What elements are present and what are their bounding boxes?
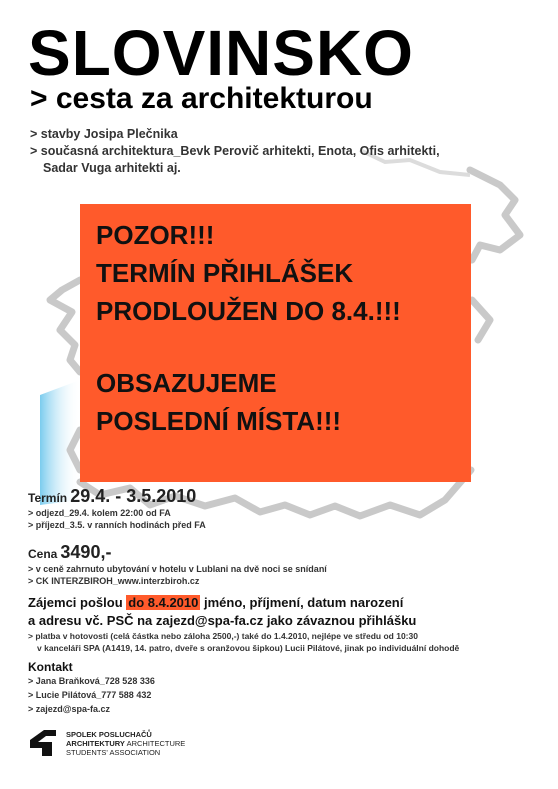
cena-value: 3490,-	[60, 542, 112, 562]
cena-label: Cena	[28, 547, 58, 561]
topic-item: > stavby Josipa Plečnika	[30, 127, 178, 141]
termin-value: 29.4. - 3.5.2010	[70, 486, 197, 506]
contact-item: > Jana Braňková_728 528 336	[28, 676, 155, 686]
notice-line: TERMÍN PŘIHLÁŠEK	[96, 258, 354, 288]
signup-post: jméno, příjmení, datum narození	[204, 595, 404, 610]
org-line2a: ARCHITEKTURY	[66, 739, 125, 748]
contact-item: > zajezd@spa-fa.cz	[28, 704, 111, 714]
termin-detail: > odjezd_29.4. kolem 22:00 od FA	[28, 508, 171, 518]
termin-label: Termín	[28, 491, 68, 505]
notice-line: POZOR!!!	[96, 220, 215, 250]
signup-deadline: do 8.4.2010	[128, 595, 199, 610]
notice-line: OBSAZUJEME	[96, 368, 277, 398]
spa-logo-icon	[28, 728, 58, 758]
org-line2b: ARCHITECTURE	[126, 739, 186, 748]
contact-item: > Lucie Pilátová_777 588 432	[28, 690, 152, 700]
notice-box	[80, 204, 471, 482]
page-subtitle: > cesta za architekturou	[30, 82, 373, 115]
topic-item-continuation: Sadar Vuga arhitekti aj.	[43, 161, 181, 175]
termin-detail: > příjezd_3.5. v ranních hodinách před FA	[28, 520, 206, 530]
cena-detail: > v ceně zahrnuto ubytování v hotelu v Lublani na dvě noci se snídaní	[28, 564, 327, 574]
signup-section	[28, 594, 459, 654]
contact-list	[28, 674, 155, 716]
cena-section	[28, 542, 327, 587]
notice-line: POSLEDNÍ MÍSTA!!!	[96, 406, 342, 436]
org-name	[66, 730, 185, 757]
page-title: SLOVINSKO	[28, 17, 414, 89]
signup-detail: v kanceláři SPA (A1419, 14. patro, dveře s oranžovou šipkou) Lucii Pilátové, jinak po individuální dohodě	[37, 643, 460, 653]
org-line3: STUDENTS' ASSOCIATION	[66, 748, 161, 757]
cena-detail: > CK INTERZBIROH_www.interzbiroh.cz	[28, 576, 200, 586]
signup-pre: Zájemci pošlou	[28, 595, 123, 610]
termin-section	[28, 486, 206, 531]
signup-detail: > platba v hotovosti (celá částka nebo záloha 2500,-) také do 1.4.2010, nejlépe ve středu od 10:30	[28, 631, 418, 641]
signup-line2: a adresu vč. PSČ na zajezd@spa-fa.cz jako závaznou přihlášku	[28, 613, 417, 628]
contact-title: Kontakt	[28, 660, 73, 674]
topics-list	[30, 126, 440, 177]
notice-line: PRODLOUŽEN DO 8.4.!!!	[96, 296, 401, 326]
topic-item: > současná architektura_Bevk Perovič arhitekti, Enota, Ofis arhitekti,	[30, 144, 440, 158]
org-line1: SPOLEK POSLUCHAČŮ	[66, 730, 152, 739]
